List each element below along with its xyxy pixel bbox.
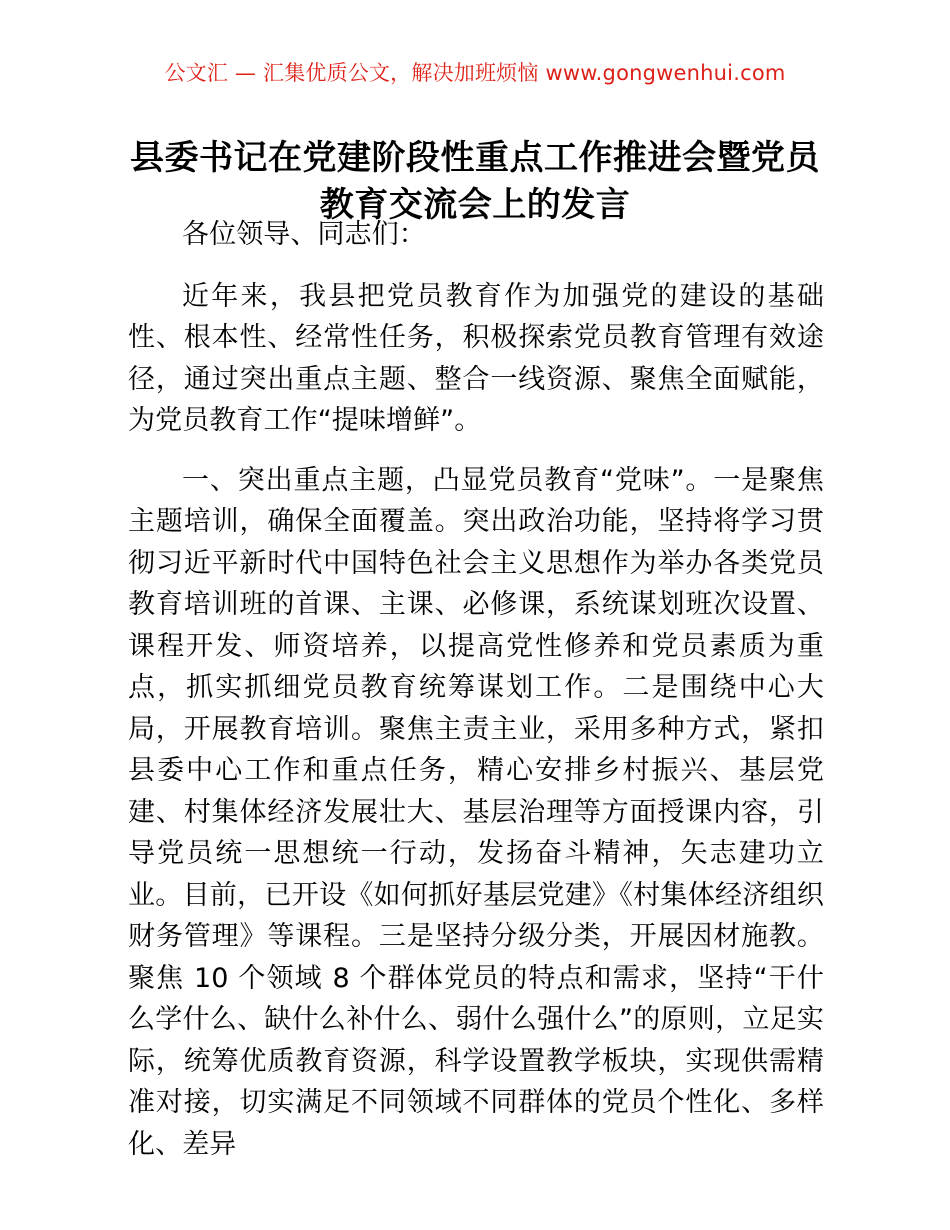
document-body [128,214,824,1165]
document-title: 县委书记在党建阶段性重点工作推进会暨党员教育交流会上的发言 [130,137,820,225]
site-banner-text: 公文汇 — 汇集优质公文，解决加班烦恼 www.gongwenhui.com [164,61,786,85]
salutation-paragraph: 各位领导、同志们： [182,219,426,250]
body-paragraph-1: 近年来，我县把党员教育作为加强党的建设的基础性、根本性、经常性任务，积极探索党员教育管理有效途径，通过突出重点主题、整合一线资源、聚焦全面赋能，为党员教育工作“提味增鲜”。 [128,280,824,436]
body-paragraph-2: 一、突出重点主题，凸显党员教育“党味”。一是聚焦主题培训，确保全面覆盖。突出政治功能，坚持将学习贯彻习近平新时代中国特色社会主义思想作为举办各类党员教育培训班的首课、主课、必修课，系统谋划班次设置、课程开发、师资培养，以提高党性修养和党员素质为重点，抓实抓细党员教育统筹谋划工作。二是围绕中心大局，开展教育培训。聚焦主责主业，采用多种方式，紧扣县委中心工作和重点任务，精心安排乡村振兴、基层党建、村集体经济发展壮大、基层治理等方面授课内容，引导党员统一思想统一行动，发扬奋斗精神，矢志建功立业。目前，已开设《如何抓好基层党建》《村集体经济组织财务管理》等课程。三是坚持分级分类，开展因材施教。聚焦 10 个领域 8 个群体党员的特点和需求，坚持“干什么学什么、缺什么补什么、弱什么强什么”的原则，立足实际，统筹优质教育资源，科学设置教学板块，实现供需精准对接，切实满足不同领域不同群体的党员个性化、多样化、差异 [128,464,824,1160]
site-watermark-banner [0,58,950,88]
